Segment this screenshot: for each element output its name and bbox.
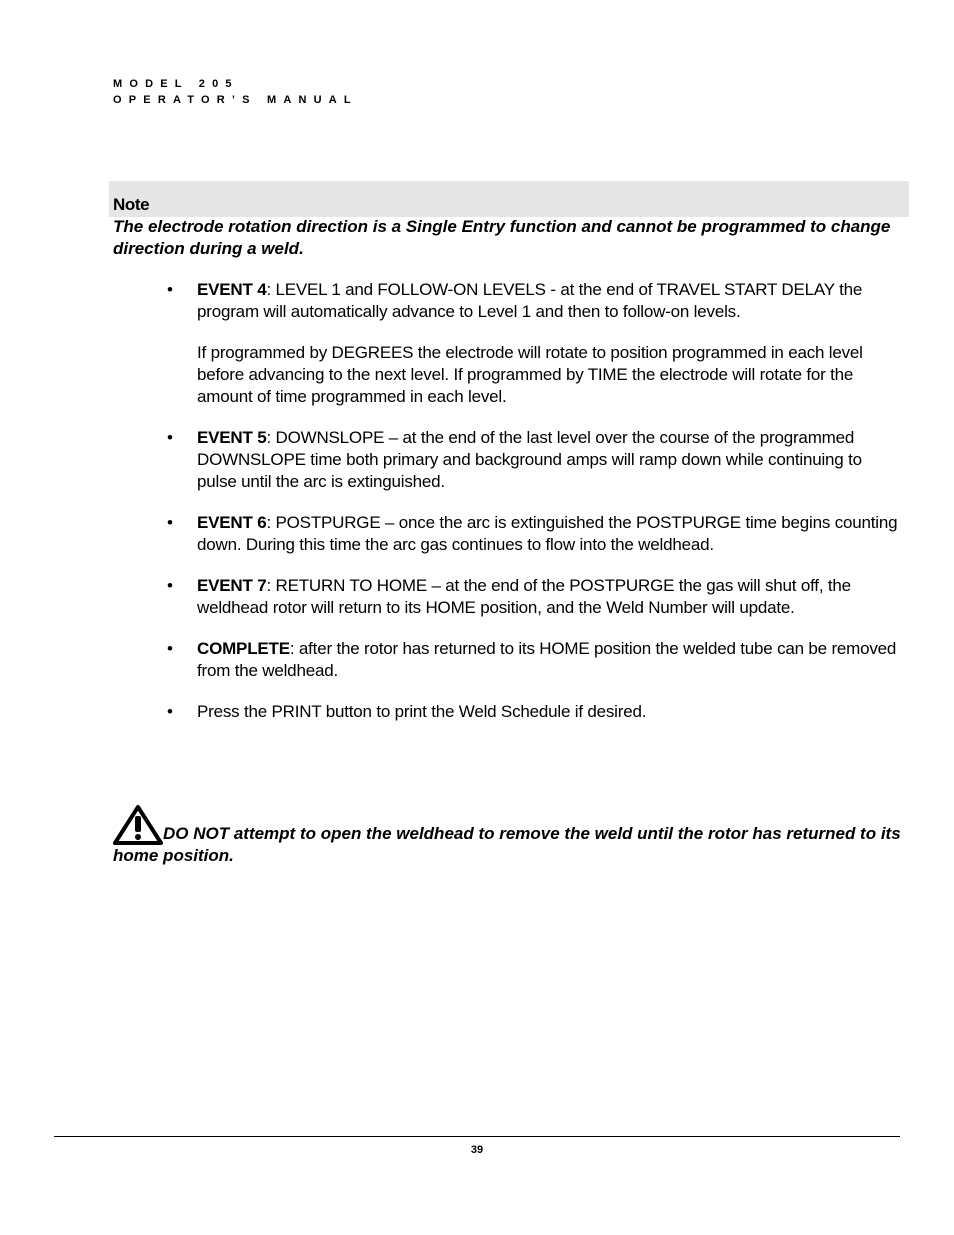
bullet-icon: • (167, 639, 173, 658)
note-background-bar (109, 181, 909, 217)
list-item-text: Press the PRINT button to print the Weld Schedule if desired. (197, 702, 647, 721)
header-manual: OPERATOR’S MANUAL (113, 94, 358, 106)
bullet-icon: • (167, 513, 173, 532)
list-item-event-6 (167, 512, 902, 556)
bullet-icon: • (167, 428, 173, 447)
bullet-icon: • (167, 576, 173, 595)
event-list (167, 279, 902, 742)
warning-triangle-icon (113, 805, 163, 845)
note-text: The electrode rotation direction is a Single Entry function and cannot be programmed to change direction during a weld. (113, 217, 891, 258)
list-item-term: EVENT 4 (197, 280, 267, 299)
bullet-icon: • (167, 280, 173, 299)
footer-divider (54, 1136, 900, 1137)
list-item-text: COMPLETE: after the rotor has returned to its HOME position the welded tube can be removed from the weldhead. (197, 639, 897, 680)
page-number: 39 (470, 1144, 484, 1156)
bullet-icon: • (167, 702, 173, 721)
list-item-term: EVENT 7 (197, 576, 267, 595)
list-item-text: EVENT 4: LEVEL 1 and FOLLOW-ON LEVELS - at the end of TRAVEL START DELAY the program will automatically advance to Level 1 and then to follow-on levels. (197, 280, 863, 321)
running-header (113, 76, 358, 108)
warning-callout (113, 805, 903, 867)
list-item-extra-text: If programmed by DEGREES the electrode will rotate to position programmed in each level before advancing to the next level. If programmed by TIME the electrode will rotate for the amount of time programmed in each level. (197, 343, 863, 406)
list-item-term: EVENT 6 (197, 513, 267, 532)
list-item-event-5 (167, 427, 902, 493)
header-model: MODEL 205 (113, 78, 239, 90)
list-item-event-7 (167, 575, 902, 619)
list-item-print (167, 701, 902, 723)
list-item-text: EVENT 5: DOWNSLOPE – at the end of the last level over the course of the programmed DOWNSLOPE time both primary and background amps will ramp down while continuing to pulse until the arc is extinguished. (197, 428, 862, 491)
warning-text: DO NOT attempt to open the weldhead to remove the weld until the rotor has returned to its home position. (113, 824, 901, 865)
list-item-text: EVENT 7: RETURN TO HOME – at the end of the POSTPURGE the gas will shut off, the weldhead rotor will return to its HOME position, and the Weld Number will update. (197, 576, 851, 617)
note-label: Note (113, 195, 150, 214)
list-item-term: COMPLETE (197, 639, 290, 658)
list-item-complete (167, 638, 902, 682)
list-item-text: EVENT 6: POSTPURGE – once the arc is extinguished the POSTPURGE time begins counting down. During this time the arc gas continues to flow into the weldhead. (197, 513, 898, 554)
list-item-event-4 (167, 279, 902, 408)
list-item-term: EVENT 5 (197, 428, 267, 447)
